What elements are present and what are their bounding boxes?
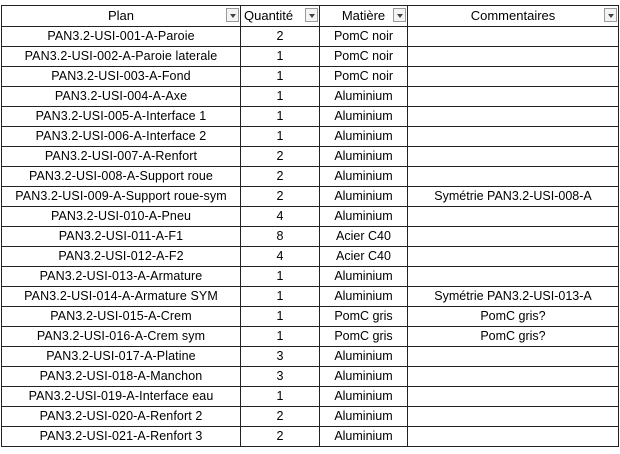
cell-plan[interactable]: PAN3.2-USI-017-A-Platine: [2, 347, 241, 367]
cell-quantite[interactable]: 2: [241, 167, 320, 187]
table-row: [2, 87, 619, 107]
cell-quantite[interactable]: 2: [241, 147, 320, 167]
table-row: [2, 407, 619, 427]
table-row: [2, 127, 619, 147]
cell-commentaires[interactable]: [408, 127, 619, 147]
table-row: [2, 327, 619, 347]
cell-plan[interactable]: PAN3.2-USI-019-A-Interface eau: [2, 387, 241, 407]
cell-matiere[interactable]: Aluminium: [320, 207, 408, 227]
cell-plan[interactable]: PAN3.2-USI-020-A-Renfort 2: [2, 407, 241, 427]
cell-commentaires[interactable]: PomC gris?: [408, 307, 619, 327]
cell-plan[interactable]: PAN3.2-USI-013-A-Armature: [2, 267, 241, 287]
table-row: [2, 427, 619, 447]
parts-table: [1, 5, 619, 447]
table-row: [2, 207, 619, 227]
cell-commentaires[interactable]: [408, 67, 619, 87]
cell-quantite[interactable]: 1: [241, 87, 320, 107]
cell-quantite[interactable]: 1: [241, 67, 320, 87]
header-row: [2, 6, 619, 27]
cell-commentaires[interactable]: [408, 407, 619, 427]
cell-plan[interactable]: PAN3.2-USI-012-A-F2: [2, 247, 241, 267]
cell-matiere[interactable]: Acier C40: [320, 227, 408, 247]
cell-matiere[interactable]: Aluminium: [320, 187, 408, 207]
cell-plan[interactable]: PAN3.2-USI-001-A-Paroie: [2, 27, 241, 47]
table-row: [2, 347, 619, 367]
cell-quantite[interactable]: 1: [241, 287, 320, 307]
cell-commentaires[interactable]: [408, 27, 619, 47]
cell-quantite[interactable]: 3: [241, 347, 320, 367]
table-row: [2, 247, 619, 267]
cell-plan[interactable]: PAN3.2-USI-002-A-Paroie laterale: [2, 47, 241, 67]
cell-quantite[interactable]: 1: [241, 307, 320, 327]
cell-matiere[interactable]: PomC gris: [320, 327, 408, 347]
cell-matiere[interactable]: Aluminium: [320, 107, 408, 127]
cell-plan[interactable]: PAN3.2-USI-004-A-Axe: [2, 87, 241, 107]
cell-commentaires[interactable]: [408, 207, 619, 227]
header-commentaires-label: Commentaires: [470, 8, 556, 23]
header-cell-matiere[interactable]: [320, 6, 408, 27]
cell-matiere[interactable]: Aluminium: [320, 367, 408, 387]
cell-plan[interactable]: PAN3.2-USI-014-A-Armature SYM: [2, 287, 241, 307]
cell-matiere[interactable]: PomC noir: [320, 67, 408, 87]
cell-quantite[interactable]: 4: [241, 207, 320, 227]
cell-matiere[interactable]: Aluminium: [320, 267, 408, 287]
cell-plan[interactable]: PAN3.2-USI-015-A-Crem: [2, 307, 241, 327]
table-row: [2, 287, 619, 307]
spreadsheet-table-container: [1, 5, 619, 447]
cell-plan[interactable]: PAN3.2-USI-006-A-Interface 2: [2, 127, 241, 147]
cell-quantite[interactable]: 1: [241, 107, 320, 127]
filter-dropdown-icon[interactable]: [393, 8, 406, 22]
header-quantite-label: Quantité: [244, 8, 294, 23]
table-row: [2, 67, 619, 87]
cell-matiere[interactable]: Aluminium: [320, 167, 408, 187]
cell-matiere[interactable]: Aluminium: [320, 147, 408, 167]
cell-plan[interactable]: PAN3.2-USI-010-A-Pneu: [2, 207, 241, 227]
table-row: [2, 187, 619, 207]
cell-matiere[interactable]: PomC gris: [320, 307, 408, 327]
cell-commentaires[interactable]: [408, 387, 619, 407]
cell-matiere[interactable]: Acier C40: [320, 247, 408, 267]
header-plan-label: Plan: [107, 8, 135, 23]
table-row: [2, 47, 619, 67]
cell-commentaires[interactable]: [408, 367, 619, 387]
cell-commentaires[interactable]: [408, 47, 619, 67]
cell-plan[interactable]: PAN3.2-USI-003-A-Fond: [2, 67, 241, 87]
cell-matiere[interactable]: Aluminium: [320, 407, 408, 427]
table-row: [2, 147, 619, 167]
table-row: [2, 267, 619, 287]
table-row: [2, 307, 619, 327]
cell-quantite[interactable]: 2: [241, 427, 320, 447]
filter-dropdown-icon[interactable]: [604, 8, 617, 22]
cell-quantite[interactable]: 8: [241, 227, 320, 247]
cell-commentaires[interactable]: Symétrie PAN3.2-USI-008-A: [408, 187, 619, 207]
cell-commentaires[interactable]: [408, 247, 619, 267]
cell-commentaires[interactable]: PomC gris?: [408, 327, 619, 347]
cell-quantite[interactable]: 2: [241, 27, 320, 47]
header-cell-quantite[interactable]: [241, 6, 320, 27]
table-row: [2, 167, 619, 187]
cell-plan[interactable]: PAN3.2-USI-009-A-Support roue-sym: [2, 187, 241, 207]
cell-commentaires[interactable]: [408, 267, 619, 287]
cell-matiere[interactable]: Aluminium: [320, 387, 408, 407]
cell-commentaires[interactable]: [408, 87, 619, 107]
cell-matiere[interactable]: Aluminium: [320, 427, 408, 447]
header-cell-commentaires[interactable]: [408, 6, 619, 27]
cell-plan[interactable]: PAN3.2-USI-011-A-F1: [2, 227, 241, 247]
cell-quantite[interactable]: 1: [241, 327, 320, 347]
cell-matiere[interactable]: PomC noir: [320, 47, 408, 67]
cell-matiere[interactable]: Aluminium: [320, 347, 408, 367]
table-row: [2, 227, 619, 247]
cell-commentaires[interactable]: [408, 347, 619, 367]
header-matiere-label: Matière: [341, 8, 386, 23]
cell-plan[interactable]: PAN3.2-USI-008-A-Support roue: [2, 167, 241, 187]
table-row: [2, 27, 619, 47]
cell-matiere[interactable]: Aluminium: [320, 127, 408, 147]
cell-commentaires[interactable]: [408, 107, 619, 127]
cell-plan[interactable]: PAN3.2-USI-018-A-Manchon: [2, 367, 241, 387]
cell-quantite[interactable]: 1: [241, 127, 320, 147]
table-row: [2, 107, 619, 127]
filter-dropdown-icon[interactable]: [226, 8, 239, 22]
cell-commentaires[interactable]: [408, 427, 619, 447]
cell-commentaires[interactable]: [408, 227, 619, 247]
cell-quantite[interactable]: 2: [241, 407, 320, 427]
cell-quantite[interactable]: 4: [241, 247, 320, 267]
cell-commentaires[interactable]: [408, 147, 619, 167]
cell-plan[interactable]: PAN3.2-USI-021-A-Renfort 3: [2, 427, 241, 447]
filter-dropdown-icon[interactable]: [305, 8, 318, 22]
cell-commentaires[interactable]: [408, 167, 619, 187]
cell-matiere[interactable]: Aluminium: [320, 87, 408, 107]
cell-plan[interactable]: PAN3.2-USI-016-A-Crem sym: [2, 327, 241, 347]
table-row: [2, 367, 619, 387]
table-row: [2, 387, 619, 407]
cell-quantite[interactable]: 1: [241, 387, 320, 407]
cell-quantite[interactable]: 1: [241, 267, 320, 287]
cell-matiere[interactable]: PomC noir: [320, 27, 408, 47]
cell-quantite[interactable]: 2: [241, 187, 320, 207]
cell-quantite[interactable]: 1: [241, 47, 320, 67]
cell-plan[interactable]: PAN3.2-USI-007-A-Renfort: [2, 147, 241, 167]
header-cell-plan[interactable]: [2, 6, 241, 27]
cell-plan[interactable]: PAN3.2-USI-005-A-Interface 1: [2, 107, 241, 127]
table-body: [2, 6, 619, 447]
cell-commentaires[interactable]: Symétrie PAN3.2-USI-013-A: [408, 287, 619, 307]
cell-matiere[interactable]: Aluminium: [320, 287, 408, 307]
cell-quantite[interactable]: 3: [241, 367, 320, 387]
